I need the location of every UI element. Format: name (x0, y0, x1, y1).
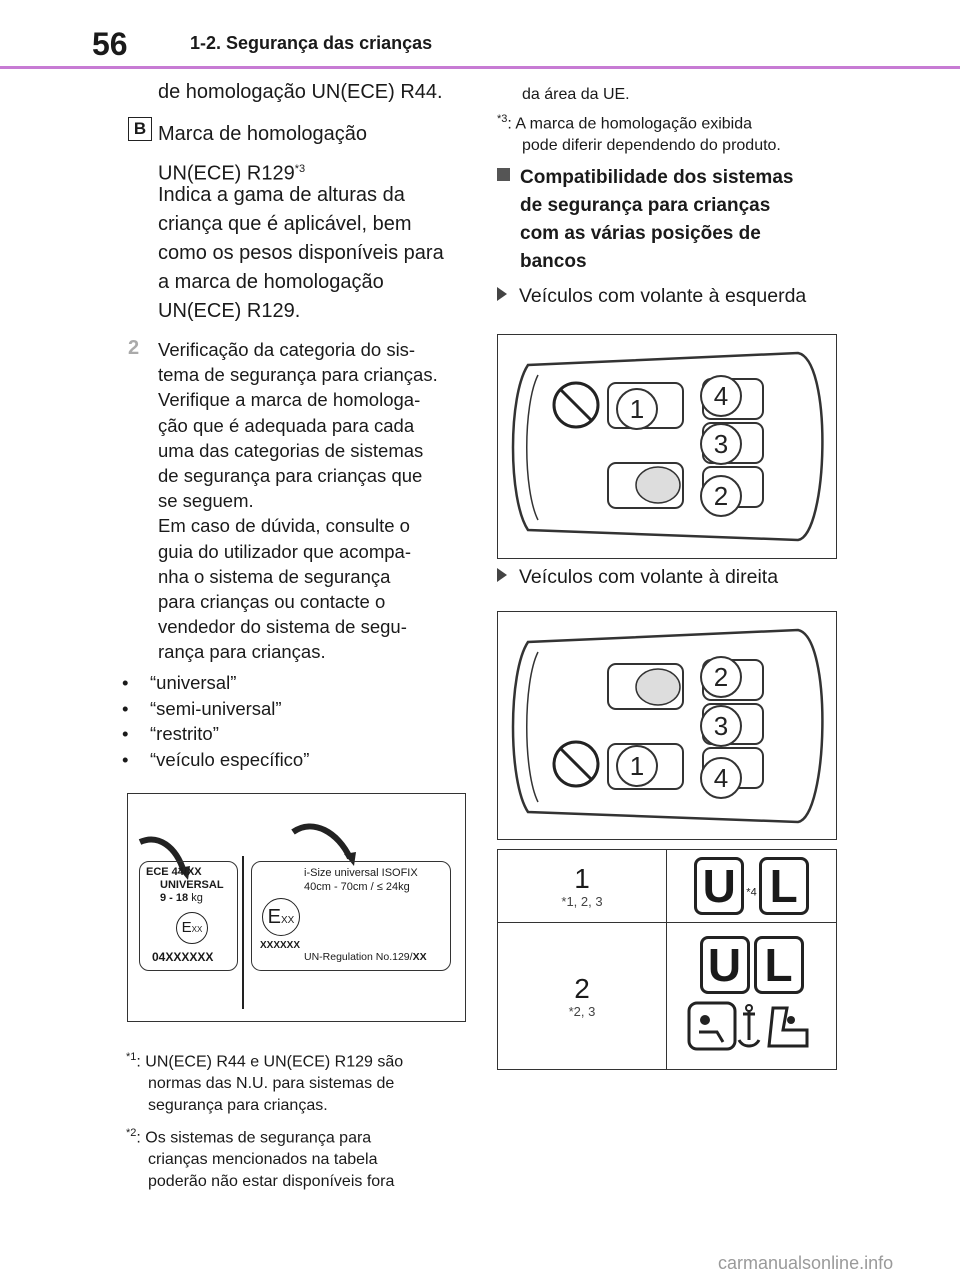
b-desc-3: como os pesos disponíveis para (158, 242, 444, 264)
triangle-bullet-icon (497, 287, 507, 301)
category-list (122, 670, 309, 772)
weight-range: 9 - 18 kg (160, 892, 203, 904)
e-mark-small-icon: EXX (176, 912, 208, 944)
approval-number: 04XXXXXX (152, 950, 214, 964)
seat-notes: *2, 3 (568, 1003, 596, 1019)
list-item: • “universal” (122, 672, 237, 693)
header-rule (0, 66, 960, 69)
isofix-child-seat-icon (687, 1000, 817, 1054)
r44-label (139, 861, 238, 971)
heading-square-icon (497, 168, 510, 181)
category-cell (667, 923, 837, 1070)
universal-text: UNIVERSAL (160, 879, 224, 891)
note-3: $^{*3}$: A marca de homologação exibida pode diferir dependendo do produto. (497, 113, 781, 155)
universal-l-icon: L (759, 857, 809, 915)
isize-range: 40cm - 70cm / ≤ 24kg (304, 881, 410, 893)
triangle-bullet-icon (497, 568, 507, 582)
seat-number: 1 (574, 862, 590, 894)
seat-position-4: 4 (700, 375, 742, 417)
seat-position-3: 3 (700, 423, 742, 465)
isize-title: i-Size universal ISOFIX (304, 867, 418, 879)
seat-cell (498, 850, 667, 923)
universal-u-icon: U (694, 857, 744, 915)
ece-line: ECE 44/XX (146, 866, 202, 878)
seat-position-4: 4 (700, 757, 742, 799)
table-row (498, 850, 837, 923)
b-desc-1: Indica a gama de alturas da (158, 184, 405, 206)
b-desc-5: UN(ECE) R129. (158, 300, 301, 322)
lhd-label: Veículos com volante à esquerda (497, 282, 806, 311)
list-item: • “restrito” (122, 723, 219, 744)
seat-position-2: 2 (700, 656, 742, 698)
lhd-car-diagram (497, 334, 837, 559)
b-title-2: UN(ECE) R129$^{*3}$ (158, 162, 306, 185)
universal-u-icon: U (700, 936, 750, 994)
note-ref-4: *4 (746, 886, 757, 899)
note-2-continued: da área da UE. (522, 86, 630, 103)
list-item: • “veículo específico” (122, 748, 310, 770)
badge-b: B (128, 117, 152, 141)
category-cell (667, 850, 837, 923)
intro-line: de homologação UN(ECE) R44. (158, 81, 443, 103)
r129-label (251, 861, 451, 971)
table-row (498, 923, 837, 1070)
isize-code: XXXXXX (260, 940, 301, 951)
seat-position-1: 1 (616, 745, 658, 787)
universal-l-icon: L (754, 936, 804, 994)
note-2: $^{*2}$: Os sistemas de segurança para crianças mencionados na tabela poderão não estar disponíveis fora (126, 1127, 395, 1191)
approval-label-figure (127, 793, 466, 1022)
list-item: • “semi-universal” (122, 697, 282, 719)
regulation-text: UN-Regulation No.129/XX (304, 951, 427, 963)
car-top-view-icon (498, 612, 836, 839)
rhd-car-diagram (497, 611, 837, 840)
b-title-1: Marca de homologação (158, 123, 368, 145)
seat-position-3: 3 (700, 705, 742, 747)
seat-number: 2 (574, 972, 590, 1004)
seat-cell (498, 923, 667, 1070)
seat-notes: *1, 2, 3 (561, 893, 603, 909)
rhd-label: Veículos com volante à direita (497, 563, 778, 592)
e-mark-large-icon: EXX (262, 898, 300, 936)
note-ref-3: *3 (294, 163, 306, 175)
compat-table (497, 849, 837, 1070)
watermark: carmanualsonline.info (718, 1253, 894, 1273)
seat-position-2: 2 (700, 475, 742, 517)
step-number: 2 (128, 337, 140, 359)
section-title: 1-2. Segurança das crianças (190, 33, 433, 53)
b-desc-2: criança que é aplicável, bem (158, 213, 412, 235)
page-number: 56 (92, 26, 128, 62)
note-1: $^{*1}$: UN(ECE) R44 e UN(ECE) R129 são normas das N.U. para sistemas de segurança para crianças. (126, 1051, 404, 1115)
step-text: Verificação da categoria do sis- tema de segurança para crianças. Verifique a marca de homologa- ção que é adequada para cada uma das categorias de sistemas de segurança para crianças que se seguem. Em caso de dúvida, consulte o guia do utilizador que acompa- nha o sistema de segurança para crianças ou contacte o vendedor do sistema de segu- rança para crianças. (158, 339, 438, 663)
car-top-view-icon (498, 335, 836, 558)
compat-heading: Compatibilidade dos sistemas de segurança para crianças com as várias posições de bancos (497, 164, 842, 276)
b-desc-4: a marca de homologação (158, 271, 384, 293)
seat-position-1: 1 (616, 388, 658, 430)
